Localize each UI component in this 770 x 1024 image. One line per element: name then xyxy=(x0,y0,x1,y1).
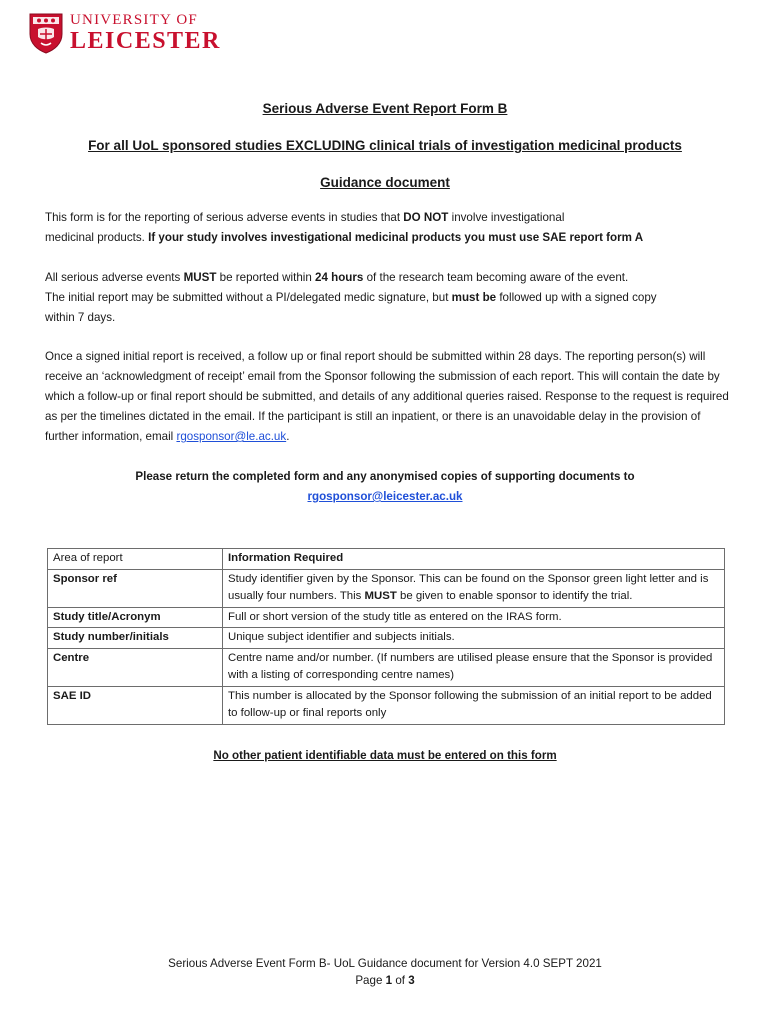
table-cell-info: Full or short version of the study title as entered on the IRAS form. xyxy=(223,607,725,628)
table-cell-area: Study title/Acronym xyxy=(48,607,223,628)
table-cell-info: Unique subject identifier and subjects initials. xyxy=(223,628,725,649)
table-cell-info xyxy=(223,569,725,607)
timeline-text-1: All serious adverse events xyxy=(45,271,184,284)
table-cell-info: This number is allocated by the Sponsor following the submission of an initial report to be added to follow-up or final reports only xyxy=(223,686,725,724)
timeline-text-6: within 7 days. xyxy=(45,311,116,324)
information-table xyxy=(47,548,725,725)
timeline-text-2: be reported within xyxy=(216,271,316,284)
follow-up-text: Once a signed initial report is received, a follow up or final report should be submitted within 28 days. The reporting person(s) will receive an ‘acknowledgment of receipt’ email from the Sponsor following the submission of each report. This will contain the date by which a follow-up or final report should be submitted, and details of any additional queries raised. Response to the request is required as per the timelines dictated in the email. If the participant is still an inpatient, or there is an unavoidable delay in the provision of further information, email xyxy=(45,350,729,443)
intro-bold-2: If your study involves investigational medicinal products you must use SAE report form A xyxy=(148,231,644,244)
sponsor-email-link[interactable]: rgosponsor@le.ac.uk xyxy=(176,430,287,443)
return-email-link[interactable]: rgosponsor@leicester.ac.uk xyxy=(307,490,463,503)
university-crest-icon xyxy=(28,12,64,54)
form-title: Serious Adverse Event Report Form B xyxy=(262,101,508,116)
timeline-bold-1: MUST xyxy=(183,271,217,284)
return-notice: Please return the completed form and any anonymised copies of supporting documents to xyxy=(135,470,635,483)
table-cell-area: Sponsor ref xyxy=(48,569,223,607)
reporting-timeline-paragraph xyxy=(45,268,735,328)
university-logo xyxy=(28,12,221,54)
timeline-bold-3: must be xyxy=(451,291,497,304)
footer-version: Serious Adverse Event Form B- UoL Guidance document for Version 4.0 SEPT 2021 xyxy=(168,957,602,970)
intro-paragraph xyxy=(45,208,735,248)
table-cell-area: Centre xyxy=(48,648,223,686)
logo-line-1: UNIVERSITY OF xyxy=(70,12,198,28)
page-current: 1 xyxy=(385,974,393,987)
info-text-end: be given to enable sponsor to identify the trial. xyxy=(396,590,633,602)
timeline-text-3: of the research team becoming aware of the event. xyxy=(363,271,629,284)
info-bold: MUST xyxy=(364,590,397,602)
table-row xyxy=(48,686,725,724)
page-of: of xyxy=(392,974,409,987)
intro-bold-1: DO NOT xyxy=(403,211,449,224)
table-cell-info: Centre name and/or number. (If numbers are utilised please ensure that the Sponsor is provided with a listing of corresponding centre names) xyxy=(223,648,725,686)
no-pid-notice: No other patient identifiable data must be entered on this form xyxy=(213,749,557,762)
timeline-text-5: followed up with a signed copy xyxy=(496,291,657,304)
table-row xyxy=(48,569,725,607)
follow-up-paragraph xyxy=(45,347,735,447)
table-row xyxy=(48,628,725,649)
table-cell-area: Study number/initials xyxy=(48,628,223,649)
table-row xyxy=(48,607,725,628)
table-cell-area: SAE ID xyxy=(48,686,223,724)
page-label: Page xyxy=(355,974,386,987)
logo-line-2: LEICESTER xyxy=(70,28,221,54)
timeline-bold-2: 24 hours xyxy=(315,271,364,284)
footer-page-number xyxy=(0,972,770,990)
timeline-text-4: The initial report may be submitted without a PI/delegated medic signature, but xyxy=(45,291,452,304)
intro-text-1: This form is for the reporting of serious adverse events in studies that xyxy=(45,211,404,224)
intro-text-3: medicinal products. xyxy=(45,231,149,244)
return-email-line xyxy=(0,487,770,507)
table-row xyxy=(48,648,725,686)
table-header-info: Information Required xyxy=(223,549,725,570)
table-header-row xyxy=(48,549,725,570)
intro-text-2: involve investigational xyxy=(448,211,565,224)
table-header-area: Area of report xyxy=(48,549,223,570)
page-total: 3 xyxy=(408,974,415,987)
form-subtitle: For all UoL sponsored studies EXCLUDING clinical trials of investigation medicinal products xyxy=(88,138,682,153)
follow-up-end: . xyxy=(286,430,290,443)
info-text: Study identifier given by the Sponsor. This can be found on the Sponsor green light letter and is usually four numbers. This xyxy=(228,572,709,602)
guidance-heading: Guidance document xyxy=(320,175,450,190)
